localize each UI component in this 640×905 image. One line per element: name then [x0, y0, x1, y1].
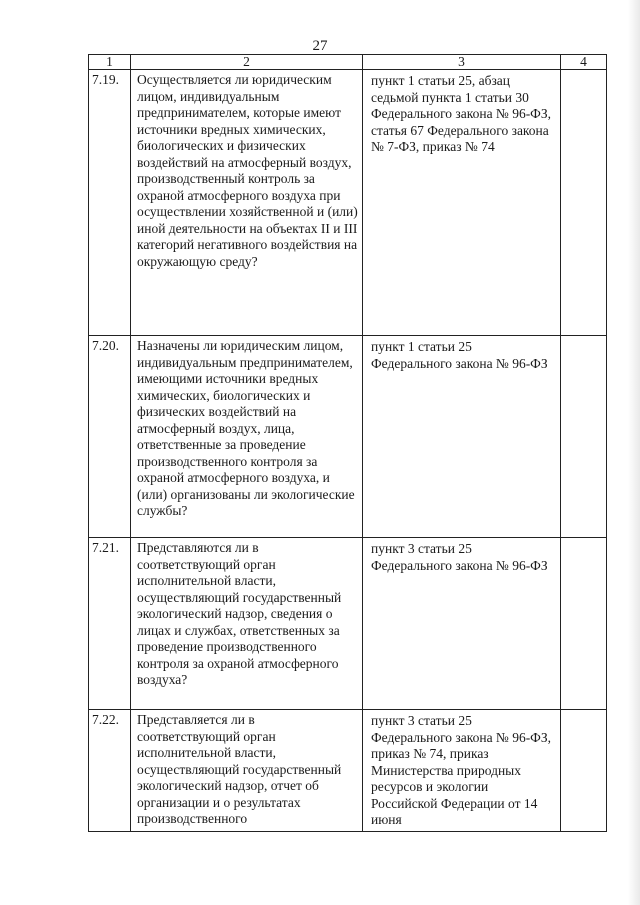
notes-cell [561, 70, 607, 336]
reference-cell: пункт 1 статьи 25, абзац седьмой пункта 1 статьи 30 Федерального закона № 96-ФЗ, статья 67 Федерального закона № 7-ФЗ, приказ № 74 [363, 70, 561, 336]
table-row [89, 70, 607, 336]
notes-cell [561, 538, 607, 710]
reference-cell: пункт 1 статьи 25 Федерального закона № 96-ФЗ [363, 336, 561, 538]
requirements-table [88, 54, 607, 832]
table-row [89, 538, 607, 710]
reference-cell: пункт 3 статьи 25 Федерального закона № 96-ФЗ [363, 538, 561, 710]
question-cell: Осуществляется ли юридическим лицом, индивидуальным предпринимателем, которые имеют источники вредных химических, биологических и физических воздействий на атмосферный воздух, производственный контроль за охраной атмосферного воздуха при осуществлении хозяйственной и (или) иной деятельности на объектах II и III категорий негативного воздействия на окружающую среду? [131, 70, 363, 336]
notes-cell [561, 710, 607, 832]
row-number: 7.21. [89, 538, 131, 710]
page-number: 27 [312, 38, 328, 54]
table-row [89, 710, 607, 832]
question-cell: Представляется ли в соответствующий орган исполнительной власти, осуществляющий государственный экологический надзор, отчет об организации и о результатах производственного [131, 710, 363, 832]
column-header: 4 [561, 55, 607, 70]
row-number: 7.22. [89, 710, 131, 832]
question-cell: Назначены ли юридическим лицом, индивидуальным предпринимателем, имеющими источники вредных химических, биологических и физических воздействий на атмосферный воздух, лица, ответственные за проведение производственного контроля за охраной атмосферного воздуха, и (или) организованы ли экологические службы? [131, 336, 363, 538]
column-header: 2 [131, 55, 363, 70]
question-cell: Представляются ли в соответствующий орган исполнительной власти, осуществляющий государственный экологический надзор, сведения о лицах и службах, ответственных за проведение производственного контроля за охраной атмосферного воздуха? [131, 538, 363, 710]
table-row [89, 336, 607, 538]
column-header: 3 [363, 55, 561, 70]
column-header: 1 [89, 55, 131, 70]
reference-cell: пункт 3 статьи 25 Федерального закона № 96-ФЗ, приказ № 74, приказ Министерства природных ресурсов и экологии Российской Федерации от 14 июня [363, 710, 561, 832]
row-number: 7.19. [89, 70, 131, 336]
notes-cell [561, 336, 607, 538]
table-header-row [89, 55, 607, 70]
row-number: 7.20. [89, 336, 131, 538]
scan-edge-shadow [628, 0, 640, 905]
